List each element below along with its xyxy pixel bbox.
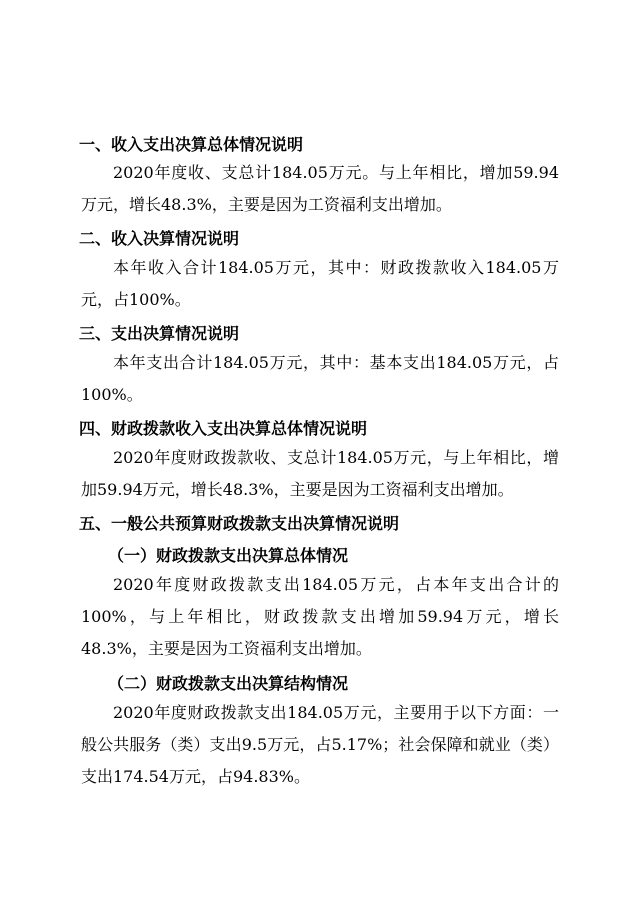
subsection-5-1-heading: （一）财政拨款支出决算总体情况	[108, 546, 349, 565]
section-4-paragraph: 2020年度财政拨款收、支总计184.05万元，与上年相比，增加59.94万元，增长48.3%，主要是因为工资福利支出增加。	[81, 448, 559, 499]
subsection-5-2-paragraph: 2020年度财政拨款支出184.05万元，主要用于以下方面：一般公共服务（类）支出9.5万元，占5.17%；社会保障和就业（类）支出174.54万元，占94.83%。	[81, 703, 559, 786]
section-5-heading: 五、一般公共预算财政拨款支出决算情况说明	[79, 514, 400, 533]
subsection-5-2-heading: （二）财政拨款支出决算结构情况	[108, 674, 349, 693]
section-3-heading: 三、支出决算情况说明	[79, 324, 240, 343]
section-2-paragraph: 本年收入合计184.05万元，其中：财政拨款收入184.05万元，占100%。	[81, 258, 559, 309]
section-1-paragraph: 2020年度收、支总计184.05万元。与上年相比，增加59.94万元，增长48.3%，主要是因为工资福利支出增加。	[81, 163, 559, 214]
section-2-heading: 二、收入决算情况说明	[79, 229, 240, 248]
section-4-heading: 四、财政拨款收入支出决算总体情况说明	[79, 419, 368, 438]
section-1-heading: 一、收入支出决算总体情况说明	[79, 135, 304, 154]
section-3-paragraph: 本年支出合计184.05万元，其中：基本支出184.05万元，占100%。	[81, 353, 559, 404]
subsection-5-1-paragraph: 2020年度财政拨款支出184.05万元，占本年支出合计的100%，与上年相比，财政拨款支出增加59.94万元，增长48.3%，主要是因为工资福利支出增加。	[81, 575, 559, 658]
